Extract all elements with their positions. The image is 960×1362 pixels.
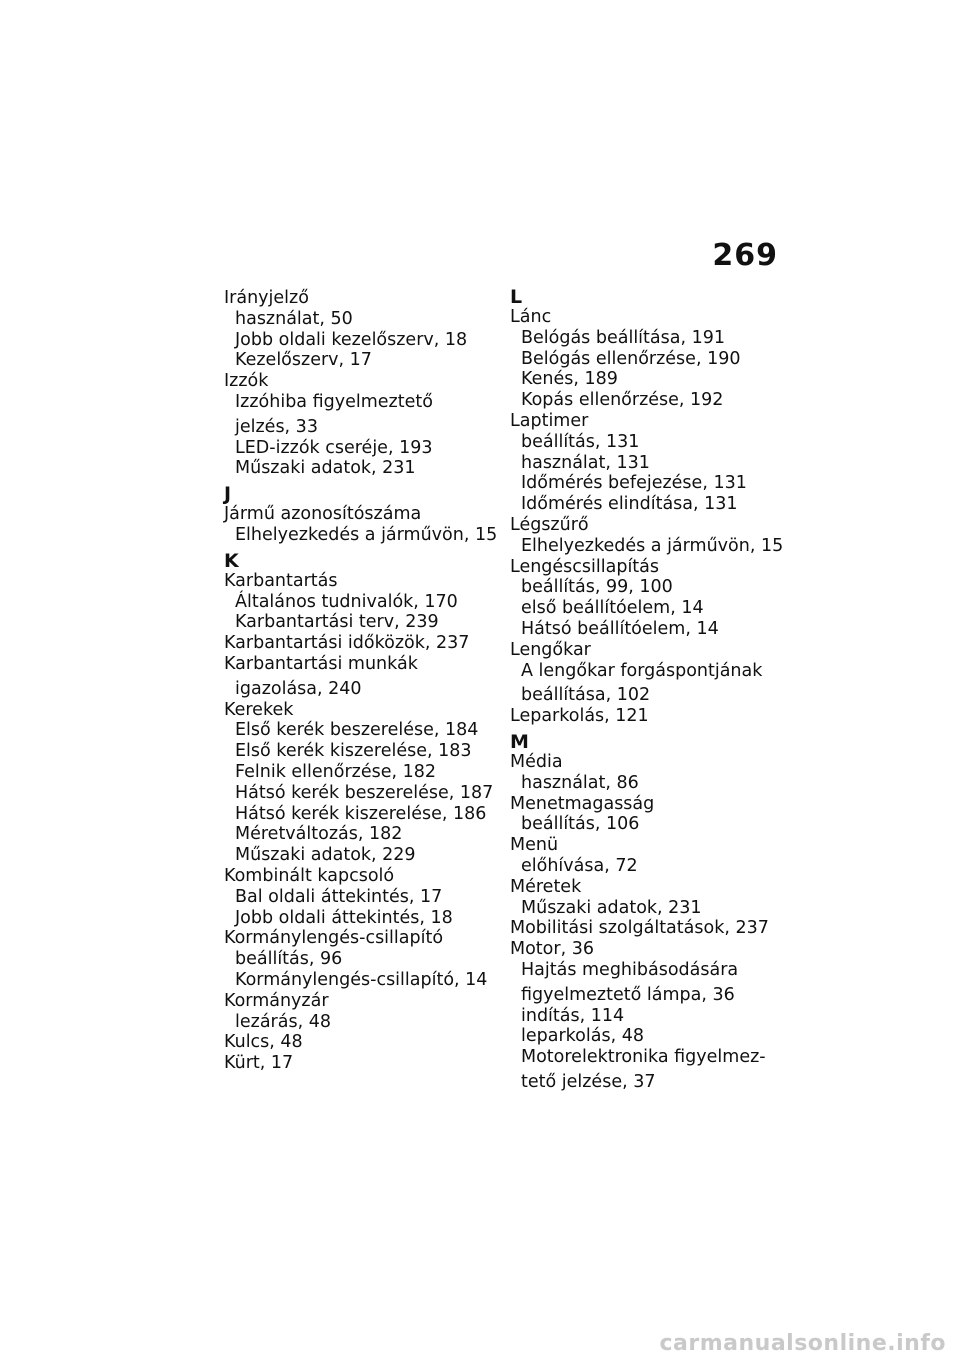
index-subentry: Első kerék beszerelése, 184 (235, 720, 479, 741)
index-subentry: Kezelőszerv, 17 (235, 350, 372, 371)
watermark: carmanualsonline.info (659, 1331, 946, 1356)
index-entry: Jármű azonosítószáma (224, 504, 422, 525)
index-entry: Média (510, 751, 563, 772)
index-subentry: beállítás, 131 (521, 431, 640, 452)
index-subentry: leparkolás, 48 (521, 1026, 644, 1047)
index-subentry: Kopás ellenőrzése, 192 (521, 390, 724, 411)
index-entry: Kulcs, 48 (224, 1032, 303, 1053)
index-letter-heading: L (510, 286, 523, 308)
index-subentry: első beállítóelem, 14 (521, 598, 704, 619)
index-subentry: használat, 50 (235, 308, 353, 329)
index-subentry-continuation: igazolása, 240 (235, 678, 362, 699)
index-subentry: Jobb oldali kezelőszerv, 18 (235, 329, 468, 350)
index-entry: Lánc (510, 307, 552, 327)
index-entry: Kombinált kapcsoló (224, 865, 395, 886)
index-subentry: beállítás, 106 (521, 814, 640, 835)
index-entry: Kürt, 17 (224, 1053, 294, 1074)
page-number: 269 (712, 238, 778, 273)
index-subentry: Kormánylengés-csillapító, 14 (235, 969, 488, 990)
index-subentry: Belógás beállítása, 191 (521, 327, 725, 348)
index-subentry: Belógás ellenőrzése, 190 (521, 348, 741, 369)
index-subentry: Műszaki adatok, 229 (235, 845, 416, 866)
index-subentry: Elhelyezkedés a járművön, 15 (521, 535, 784, 556)
index-subentry: Elhelyezkedés a járművön, 15 (235, 524, 498, 545)
index-entry: Kormányzár (224, 990, 329, 1011)
index-subentry: Műszaki adatok, 231 (521, 897, 702, 918)
index-subentry: LED-izzók cseréje, 193 (235, 437, 433, 458)
index-entry: Kormánylengés-csillapító (224, 928, 444, 949)
index-subentry: Kenés, 189 (521, 369, 618, 390)
index-column-left (224, 288, 504, 1074)
index-subentry: Első kerék kiszerelése, 183 (235, 741, 472, 762)
index-subentry: Méretváltozás, 182 (235, 824, 403, 845)
index-subentry: indítás, 114 (521, 1005, 625, 1026)
index-subentry: Karbantartási terv, 239 (235, 612, 439, 633)
index-column-right (510, 288, 800, 1093)
index-entry: Karbantartás (224, 570, 338, 591)
index-subentry: Időmérés befejezése, 131 (521, 473, 747, 494)
index-entry: Menü (510, 835, 559, 856)
index-entry: Lengőkar (510, 639, 591, 660)
index-entry: Irányjelző (224, 288, 309, 308)
index-subentry-continuation: jelzés, 33 (235, 416, 318, 437)
index-subentry: Izzóhiba figyelmeztető (235, 391, 433, 412)
index-entry: Izzók (224, 371, 269, 392)
index-entry: Leparkolás, 121 (510, 706, 649, 727)
index-subentry: Műszaki adatok, 231 (235, 458, 416, 479)
index-subentry: Felnik ellenőrzése, 182 (235, 761, 437, 782)
index-subentry-continuation: tető jelzése, 37 (521, 1071, 656, 1092)
index-entry: Kerekek (224, 699, 294, 720)
index-entry: Méretek (510, 876, 582, 897)
index-entry: Lengéscsillapítás (510, 556, 660, 577)
index-entry: Karbantartási időközök, 237 (224, 633, 470, 654)
index-letter-heading: M (510, 730, 529, 753)
index-subentry: használat, 86 (521, 772, 639, 793)
index-subentry: Jobb oldali áttekintés, 18 (235, 907, 453, 928)
index-subentry-continuation: figyelmeztető lámpa, 36 (521, 984, 735, 1005)
index-entry: Motor, 36 (510, 939, 594, 960)
index-subentry: A lengőkar forgáspontjának (521, 660, 763, 681)
index-subentry: Időmérés elindítása, 131 (521, 494, 738, 515)
index-entry: Laptimer (510, 410, 589, 431)
index-letter-heading: K (224, 549, 239, 572)
index-subentry: használat, 131 (521, 452, 650, 473)
index-subentry: beállítás, 96 (235, 949, 343, 970)
index-entry: Mobilitási szolgáltatások, 237 (510, 918, 769, 939)
index-letter-heading: J (224, 483, 232, 506)
index-subentry: Hátsó kerék beszerelése, 187 (235, 782, 494, 803)
index-subentry: Hajtás meghibásodására (521, 959, 739, 980)
index-entry: Menetmagasság (510, 793, 655, 814)
index-subentry: lezárás, 48 (235, 1011, 331, 1032)
index-entry: Karbantartási munkák (224, 653, 418, 674)
index-entry: Légszűrő (510, 514, 589, 535)
index-subentry: Általános tudnivalók, 170 (235, 591, 458, 612)
index-subentry: előhívása, 72 (521, 855, 638, 876)
index-subentry: Bal oldali áttekintés, 17 (235, 886, 443, 907)
index-subentry: Motorelektronika figyelmez- (521, 1047, 766, 1068)
index-subentry: Hátsó beállítóelem, 14 (521, 618, 719, 639)
index-subentry: Hátsó kerék kiszerelése, 186 (235, 803, 487, 824)
index-subentry: beállítás, 99, 100 (521, 577, 673, 598)
index-subentry-continuation: beállítása, 102 (521, 685, 651, 706)
